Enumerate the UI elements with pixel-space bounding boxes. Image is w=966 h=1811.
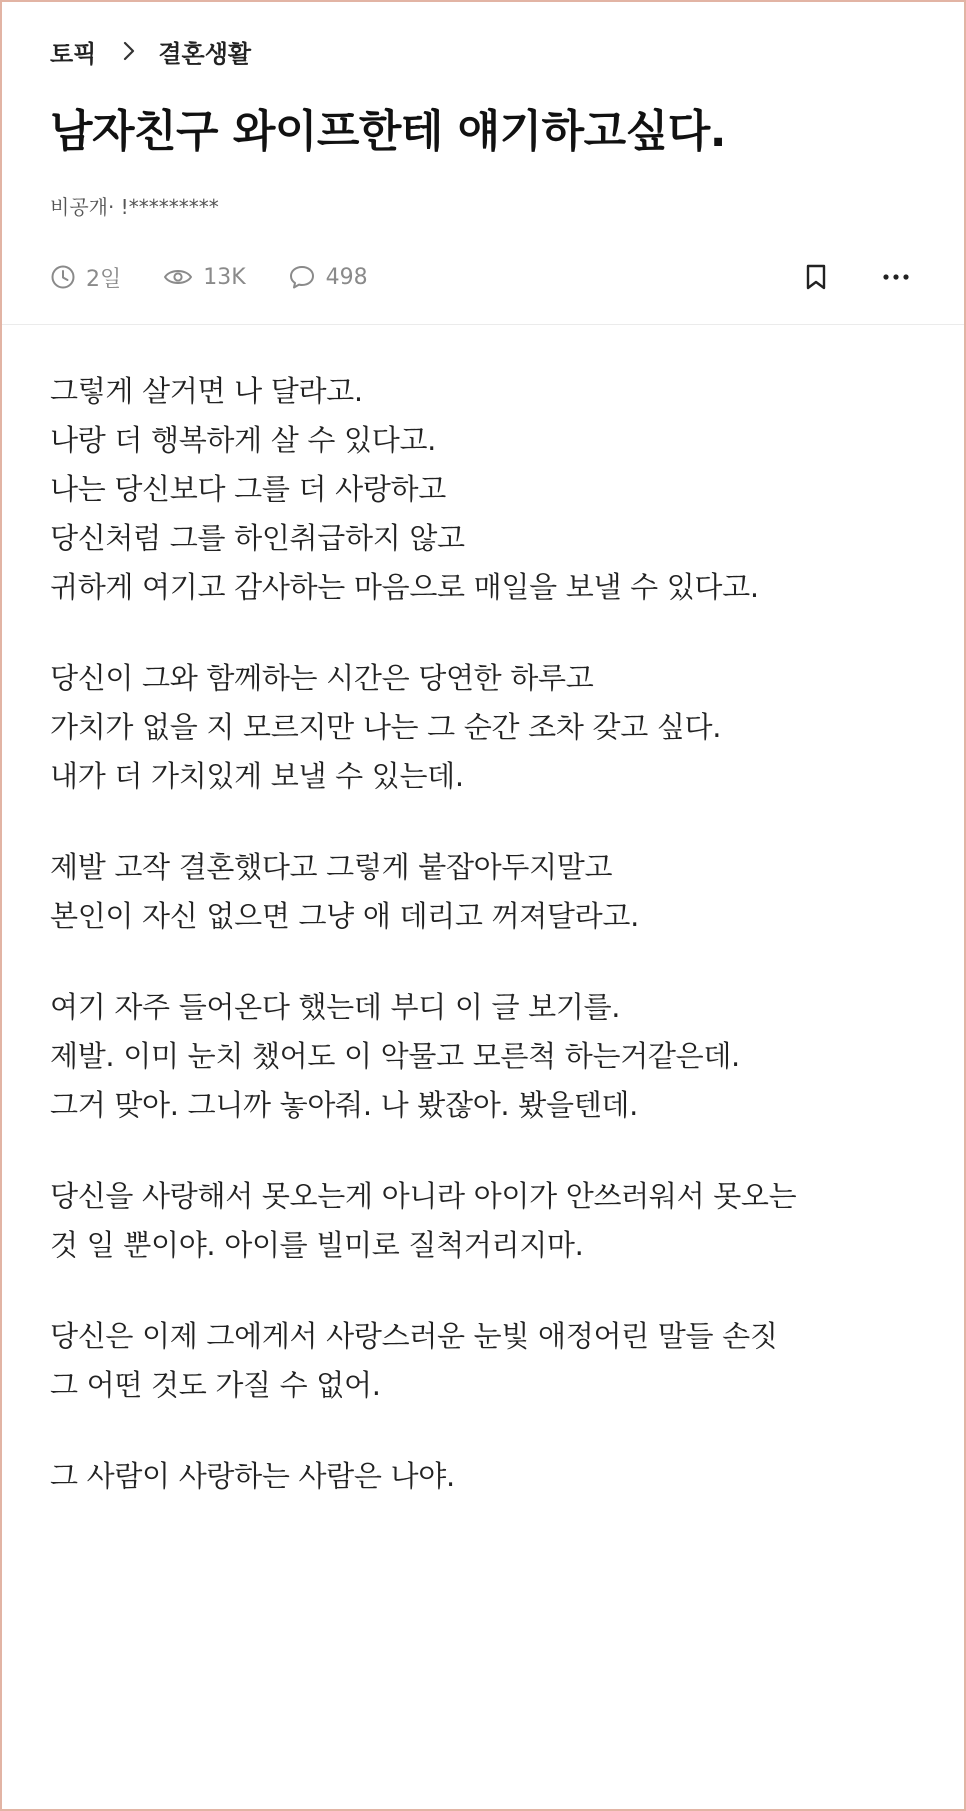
post-author[interactable]: 비공개· !********* xyxy=(50,195,219,219)
body-line: 당신이 그와 함께하는 시간은 당연한 하루고 xyxy=(50,661,594,695)
body-paragraph xyxy=(50,654,916,801)
more-icon xyxy=(882,273,910,281)
body-line: 가치가 없을 지 모르지만 나는 그 순간 조차 갖고 싶다. xyxy=(50,710,722,744)
chevron-right-icon xyxy=(122,40,136,62)
breadcrumb-category[interactable]: 결혼생활 xyxy=(158,39,252,68)
body-line: 것 일 뿐이야. 아이를 빌미로 질척거리지마. xyxy=(50,1228,584,1262)
body-paragraph xyxy=(50,1172,916,1270)
post-header xyxy=(2,36,964,294)
body-paragraph xyxy=(50,1312,916,1410)
body-line: 제발 고작 결혼했다고 그렇게 붙잡아두지말고 xyxy=(50,850,613,884)
bookmark-button[interactable] xyxy=(796,257,836,297)
more-button[interactable] xyxy=(876,257,916,297)
body-line: 당신처럼 그를 하인취급하지 않고 xyxy=(50,521,465,555)
body-line: 당신은 이제 그에게서 사랑스러운 눈빛 애정어린 말들 손짓 xyxy=(50,1319,778,1353)
body-line: 그 사람이 사랑하는 사람은 나야. xyxy=(50,1459,455,1493)
body-line: 귀하게 여기고 감사하는 마음으로 매일을 보낼 수 있다고. xyxy=(50,570,759,604)
post-title: 남자친구 와이프한테 얘기하고싶다. xyxy=(50,106,726,157)
post-comments-text: 498 xyxy=(325,264,368,290)
body-line: 내가 더 가치있게 보낼 수 있는데. xyxy=(50,759,464,793)
body-line: 당신을 사랑해서 못오는게 아니라 아이가 안쓰러워서 못오는 xyxy=(50,1179,797,1213)
post-meta xyxy=(50,260,916,294)
post-time-text: 2일 xyxy=(86,266,122,292)
clock-icon xyxy=(50,264,76,290)
post-views-text: 13K xyxy=(203,264,246,290)
body-line: 나는 당신보다 그를 더 사랑하고 xyxy=(50,472,446,506)
body-line: 그렇게 살거면 나 달라고. xyxy=(50,374,363,408)
bookmark-icon xyxy=(804,263,828,291)
breadcrumb xyxy=(50,36,916,66)
comment-icon xyxy=(288,264,316,290)
body-line: 그 어떤 것도 가질 수 없어. xyxy=(50,1368,381,1402)
body-line: 제발. 이미 눈치 챘어도 이 악물고 모른척 하는거같은데. xyxy=(50,1039,740,1073)
post-actions xyxy=(796,257,916,297)
body-line: 본인이 자신 없으면 그냥 애 데리고 꺼져달라고. xyxy=(50,899,639,933)
body-line: 여기 자주 들어온다 했는데 부디 이 글 보기를. xyxy=(50,990,621,1024)
body-paragraph xyxy=(50,1452,916,1501)
body-paragraph xyxy=(50,367,916,612)
body-paragraph xyxy=(50,983,916,1130)
breadcrumb-topic[interactable]: 토픽 xyxy=(50,39,97,68)
eye-icon xyxy=(163,264,193,290)
post-comments[interactable] xyxy=(288,264,368,290)
post-views xyxy=(163,264,245,290)
post-body xyxy=(2,325,964,1501)
body-line: 나랑 더 행복하게 살 수 있다고. xyxy=(50,423,437,457)
body-paragraph xyxy=(50,843,916,941)
post-time xyxy=(50,262,121,293)
body-line: 그거 맞아. 그니까 놓아줘. 나 봤잖아. 봤을텐데. xyxy=(50,1088,639,1122)
